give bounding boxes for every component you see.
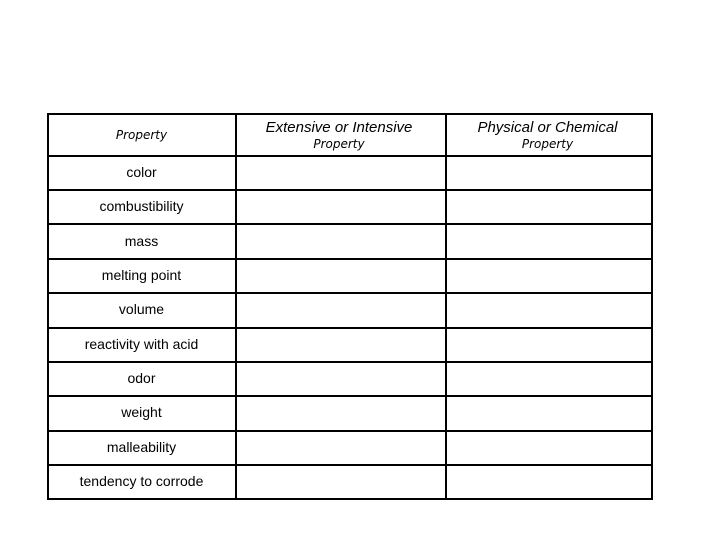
table-row-property xyxy=(49,155,234,189)
header-property-label: Property xyxy=(115,128,168,142)
header-extensive-intensive xyxy=(234,115,444,155)
header-extensive-connector: or xyxy=(334,119,349,136)
row-divider-right xyxy=(235,327,651,329)
property-label: combustibility xyxy=(99,198,184,215)
header-chemical-word: Chemical xyxy=(555,119,618,136)
header-physical-chemical xyxy=(444,115,651,155)
table-row-property xyxy=(49,361,234,395)
row-divider-left xyxy=(49,395,235,397)
row-divider-left xyxy=(49,361,235,363)
row-divider-right xyxy=(235,155,651,157)
row-divider-left xyxy=(49,189,235,191)
header-extensive-intensive-wrap xyxy=(266,120,413,150)
row-divider-left xyxy=(49,155,235,157)
column-divider-left xyxy=(235,115,237,498)
property-label: malleability xyxy=(106,438,177,455)
answer-cell-physical-chemical[interactable] xyxy=(444,224,651,258)
row-divider-right xyxy=(235,189,651,191)
answer-cell-extensive-intensive[interactable] xyxy=(234,189,444,223)
answer-cell-extensive-intensive[interactable] xyxy=(234,258,444,292)
property-label: color xyxy=(126,164,157,181)
table-row-property xyxy=(49,258,234,292)
answer-cell-extensive-intensive[interactable] xyxy=(234,155,444,189)
answer-cell-extensive-intensive[interactable] xyxy=(234,429,444,463)
answer-cell-extensive-intensive[interactable] xyxy=(234,395,444,429)
property-label: odor xyxy=(127,369,156,386)
row-divider-right xyxy=(235,361,651,363)
table-grid xyxy=(49,115,651,498)
table-row-property xyxy=(49,395,234,429)
answer-cell-physical-chemical[interactable] xyxy=(444,361,651,395)
row-divider-left xyxy=(49,430,235,432)
answer-cell-extensive-intensive[interactable] xyxy=(234,464,444,498)
answer-cell-physical-chemical[interactable] xyxy=(444,155,651,189)
row-divider-right xyxy=(235,395,651,397)
property-label: reactivity with acid xyxy=(84,335,199,352)
property-classification-table xyxy=(47,113,653,500)
header-physical-chemical-title xyxy=(477,120,617,135)
row-divider-left xyxy=(49,327,235,329)
property-label: tendency to corrode xyxy=(79,472,204,489)
row-divider-right xyxy=(235,464,651,466)
answer-cell-physical-chemical[interactable] xyxy=(444,326,651,360)
header-physical-chemical-wrap xyxy=(477,120,617,150)
answer-cell-extensive-intensive[interactable] xyxy=(234,326,444,360)
column-divider-right xyxy=(445,115,447,498)
property-label: mass xyxy=(124,232,159,249)
answer-cell-physical-chemical[interactable] xyxy=(444,429,651,463)
answer-cell-extensive-intensive[interactable] xyxy=(234,361,444,395)
row-divider-right xyxy=(235,430,651,432)
answer-cell-physical-chemical[interactable] xyxy=(444,464,651,498)
header-physical-word: Physical xyxy=(477,119,534,136)
property-label: weight xyxy=(121,404,162,421)
row-divider-right xyxy=(235,292,651,294)
header-extensive-word: Extensive xyxy=(265,119,331,136)
row-divider-right xyxy=(235,223,651,225)
answer-cell-extensive-intensive[interactable] xyxy=(234,224,444,258)
row-divider-left xyxy=(49,223,235,225)
table-row-property xyxy=(49,189,234,223)
answer-cell-physical-chemical[interactable] xyxy=(444,292,651,326)
row-divider-left xyxy=(49,258,235,260)
table-row-property xyxy=(49,326,234,360)
row-divider-left xyxy=(49,292,235,294)
answer-cell-physical-chemical[interactable] xyxy=(444,189,651,223)
header-intensive-word: Intensive xyxy=(352,119,413,136)
table-row-property xyxy=(49,429,234,463)
property-label: volume xyxy=(118,301,165,318)
table-row-property xyxy=(49,464,234,498)
header-extensive-sub: Property xyxy=(313,137,365,151)
answer-cell-physical-chemical[interactable] xyxy=(444,395,651,429)
table-row-property xyxy=(49,292,234,326)
row-divider-left xyxy=(49,464,235,466)
header-property xyxy=(49,115,234,155)
header-extensive-intensive-title xyxy=(266,120,413,135)
answer-cell-extensive-intensive[interactable] xyxy=(234,292,444,326)
table-row-property xyxy=(49,224,234,258)
header-physical-sub: Property xyxy=(521,137,574,151)
property-label: melting point xyxy=(101,267,182,284)
row-divider-right xyxy=(235,258,651,260)
header-physical-connector: or xyxy=(537,119,551,136)
answer-cell-physical-chemical[interactable] xyxy=(444,258,651,292)
